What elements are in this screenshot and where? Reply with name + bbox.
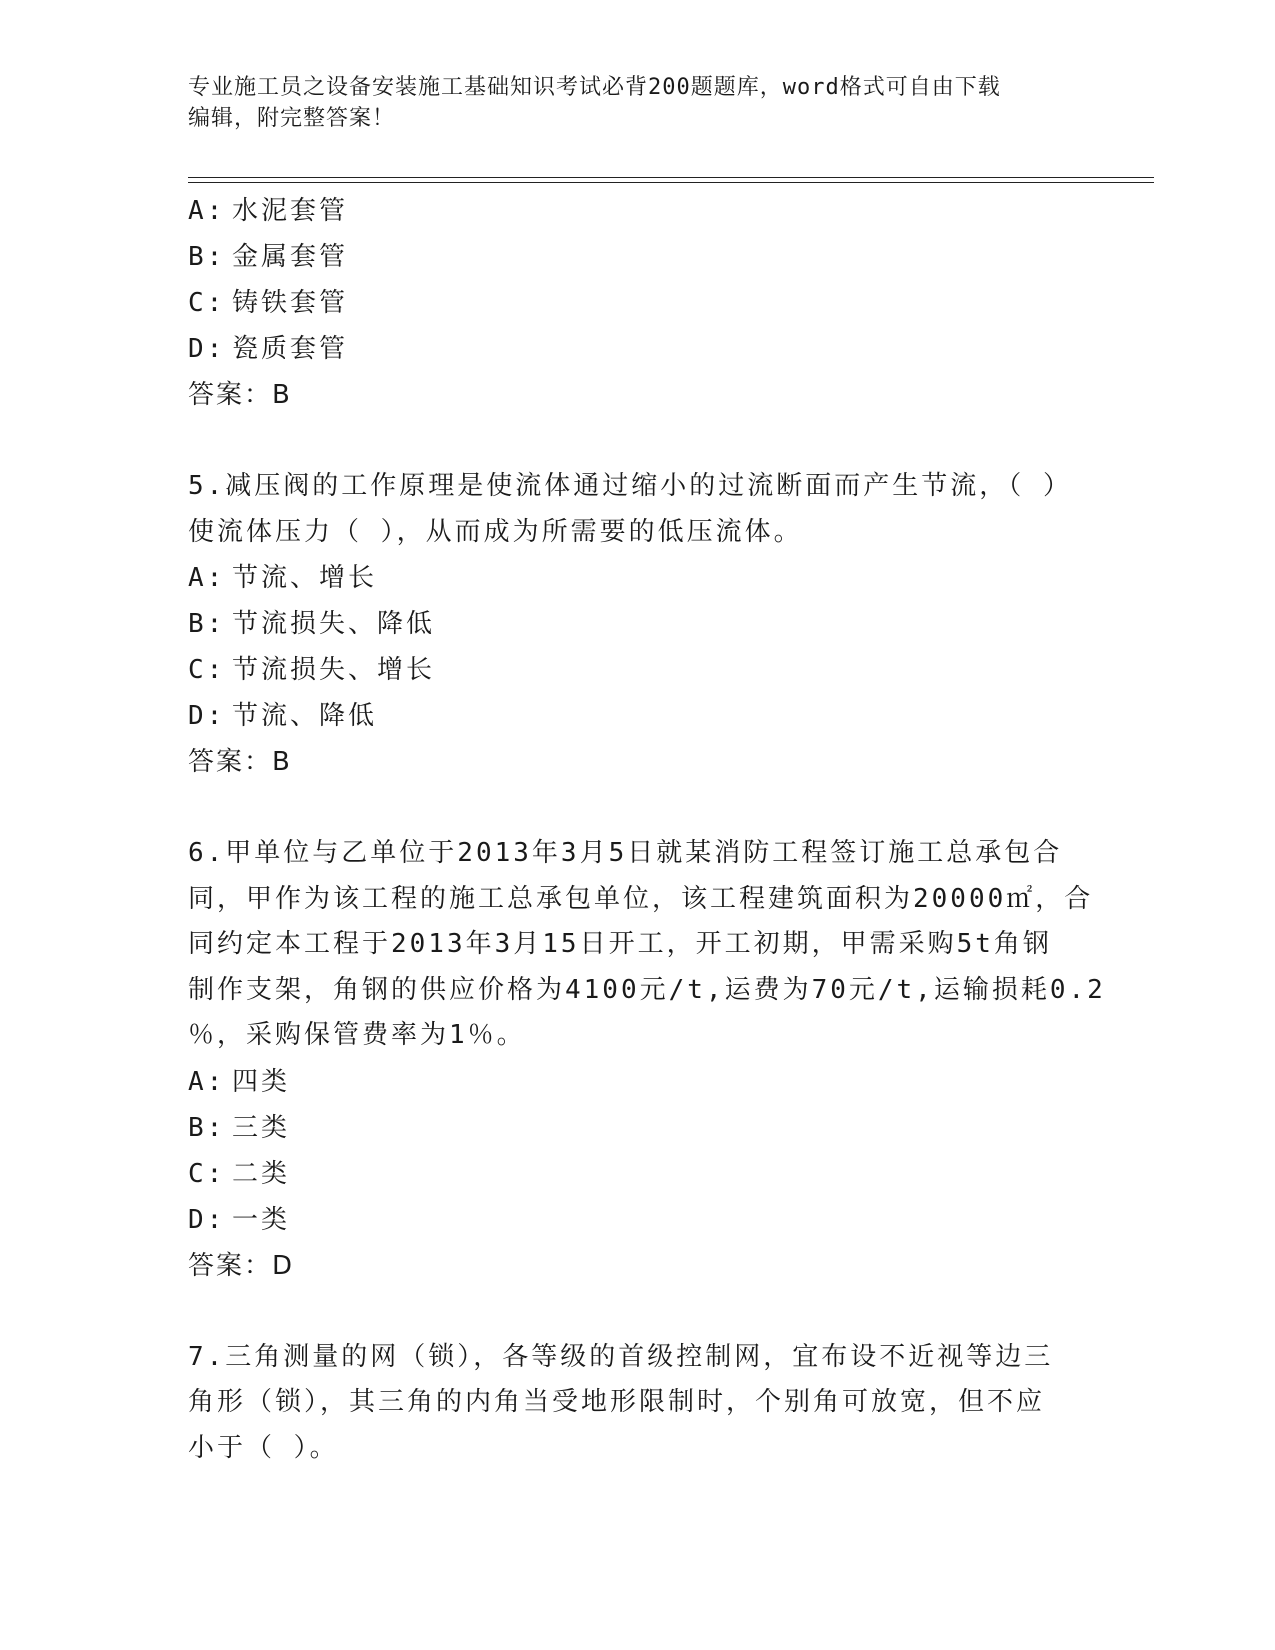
header-divider-bottom bbox=[188, 182, 1154, 183]
question-stem-line: 小于（ ）。 bbox=[188, 1432, 339, 1463]
answer-line: 答案：D bbox=[188, 1250, 295, 1281]
answer-line: 答案：B bbox=[188, 747, 292, 777]
question-stem-line: 角形（锁），其三角的内角当受地形限制时，个别角可放宽，但不应 bbox=[188, 1387, 1046, 1417]
question-content bbox=[188, 188, 1106, 1471]
document-header bbox=[188, 72, 1088, 134]
option-d: D: 节流、降低 bbox=[188, 701, 378, 731]
question-stem-line: 同，甲作为该工程的施工总承包单位，该工程建筑面积为20000㎡，合 bbox=[188, 883, 1094, 914]
spacer bbox=[188, 418, 1088, 464]
header-title-line-2: 编辑，附完整答案！ bbox=[188, 106, 396, 131]
header-title-line-1: 专业施工员之设备安装施工基础知识考试必背200题题库，word格式可自由下载 bbox=[188, 75, 1001, 100]
answer-line: 答案：B bbox=[188, 380, 292, 410]
header-divider-top bbox=[188, 177, 1154, 178]
option-c: C: 节流损失、增长 bbox=[188, 655, 436, 685]
question-stem-line: 制作支架，角钢的供应价格为4100元/t,运费为70元/t,运输损耗0.2 bbox=[188, 974, 1106, 1005]
option-b: B: 三类 bbox=[188, 1112, 291, 1143]
spacer bbox=[188, 1289, 1088, 1335]
question-7 bbox=[188, 1335, 1088, 1472]
spacer bbox=[188, 785, 1088, 831]
question-stem-line: 5.减压阀的工作原理是使流体通过缩小的过流断面而产生节流，（ ） bbox=[188, 471, 1072, 501]
question-stem-line: 同约定本工程于2013年3月15日开工，开工初期，甲需采购5t角钢 bbox=[188, 929, 1052, 959]
question-6 bbox=[188, 831, 1106, 1289]
question-stem-line: 使流体压力（ ），从而成为所需要的低压流体。 bbox=[188, 516, 803, 547]
option-c: C: 二类 bbox=[188, 1158, 291, 1189]
question-stem-line: 7.三角测量的网（锁），各等级的首级控制网，宜布设不近视等边三 bbox=[188, 1341, 1054, 1372]
option-d: D: 一类 bbox=[188, 1204, 291, 1235]
option-a: A: 节流、增长 bbox=[188, 563, 378, 593]
option-c: C: 铸铁套管 bbox=[188, 288, 349, 318]
question-5 bbox=[188, 464, 1088, 785]
question-stem-line: 6.甲单位与乙单位于2013年3月5日就某消防工程签订施工总承包合 bbox=[188, 838, 1063, 868]
option-a: A: 四类 bbox=[188, 1066, 291, 1097]
question-4 bbox=[188, 188, 1088, 418]
option-b: B: 节流损失、降低 bbox=[188, 609, 436, 639]
question-stem-line: ％，采购保管费率为1％。 bbox=[188, 1020, 526, 1050]
option-b: B: 金属套管 bbox=[188, 242, 349, 272]
option-a: A: 水泥套管 bbox=[188, 196, 349, 226]
option-d: D: 瓷质套管 bbox=[188, 334, 349, 364]
